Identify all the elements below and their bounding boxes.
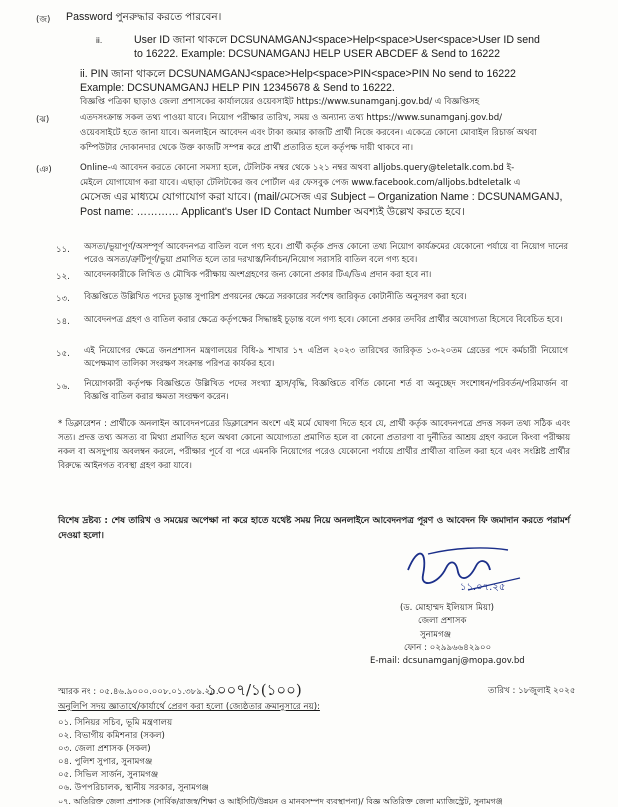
condition-item: আবেদনকারীকে লিখিত ও মৌখিক পরীক্ষায় অংশগ্রহণের জন্য কোনো প্রকার টিএ/ডিএ প্রদান করা হবে না। — [84, 269, 432, 279]
signatory-phone: ফোন : ০২৯৯৬৬৪২৯০০ — [404, 643, 492, 653]
signature-date: ১১.০৭.২৫ — [460, 582, 506, 593]
copy-header: অনুলিপি সদয় জ্ঞাতার্থে/কার্যার্থে প্রেরণ করা হলো (জ্যেষ্ঠতার ক্রমানুসারে নয়): — [58, 702, 320, 712]
user-id-help-line: User ID জানা থাকলে DCSUNAMGANJ<space>Help<space>User<space>User ID send — [134, 34, 540, 46]
copy-item: ০৭. অতিরিক্ত জেলা প্রশাসক (সার্বিক/রাজস্ব/শিক্ষা ও আইসিটি/উন্নয়ন ও মানবসম্পদ ব্যবস্থাপনা)/ বিজ্ঞ অতিরিক্ত জেলা ম্যাজিস্ট্রেট, সুনামগঞ্জ — [58, 797, 503, 806]
memo-number: স্মারক নং : ০৫.৪৬.৯০০০.০০৮.০১.৩৮৯.২৫. — [58, 687, 219, 697]
user-id-example-line: to 16222. Example: DCSUNAMGANJ HELP USER ABCDEF & Send to 16222 — [134, 48, 501, 60]
condition-item: অসত্য/ভুয়াপূর্ণ/অসম্পূর্ণ আবেদনপত্র বাতিল বলে গণ্য হবে। প্রার্থী কর্তৃক প্রদত্ত কোনো তথ্য নিয়োগ কার্যক্রমের যেকোনো পর্যায়ে বা নিয়োগ দানের পরেও অসত্য/ত্রুটিপূর্ণ/ভুয়া প্রমাণিত হলে তার দরখাস্ত/নির্বাচন/নিয়োগ সরাসরি বাতিল বলে গণ্য হবে। — [84, 241, 568, 264]
item-number: ১২. — [56, 272, 70, 282]
mail-subject-line: মেসেজ এর মাধ্যমে যোগাযোগ করা যাবে। (mail/মেসেজ এর Subject – Organization Name : DCSUNAMGANJ, — [80, 191, 563, 203]
item-number: ১৩. — [56, 294, 70, 304]
copy-item: ০২. বিভাগীয় কমিশনার (সকল) — [58, 731, 165, 741]
condition-item: আবেদনপত্র গ্রহণ ও বাতিল করার ক্ষেত্রে কর্তৃপক্ষের সিদ্ধান্তই চূড়ান্ত বলে গণ্য হবে। কোনো প্রকার তদবির প্রার্থীর অযোগ্যতা হিসেবে বিবেচিত হবে। — [84, 314, 563, 324]
item-number: ১১. — [56, 245, 70, 255]
condition-item: এই নিয়োগের ক্ষেত্রে জনপ্রশাসন মন্ত্রণালয়ের বিধি-৯ শাখার ১৭ এপ্রিল ২০২৩ তারিখের জারিকৃত ১৩-২০তম গ্রেডের পদে কর্মচারী নিয়োগে অপেক্ষমাণ তালিকা সংরক্ষণ সংক্রান্ত পরিপত্র কার্যকর হবে। — [84, 345, 568, 368]
condition-item: নিয়োগকারী কর্তৃপক্ষ বিজ্ঞপ্তিতে উল্লিখিত পদের সংখ্যা হ্রাস/বৃদ্ধি, বিজ্ঞপ্তিতে বর্ণিত কোনো শর্ত বা অনুচ্ছেদ সংশোধন/পরিবর্তন/পরিমার্জন বা বিজ্ঞপ্তি বাতিল করার ক্ষমতা সংরক্ষণ করেন। — [84, 378, 568, 401]
copy-item: ০৩. জেলা প্রশাসক (সকল) — [58, 744, 151, 754]
online-apply-line: ওয়েবসাইটে হতে জানা যাবে। অনলাইনে আবেদন এবং টাকা জমার কাজটি প্রার্থী নিজে করবেন। একেত্রে কোনো মোবাইল রিচার্জ অথবা — [80, 128, 537, 138]
facebook-page-line: মেইলে যোগাযোগ করা যাবে। এছাড়া টেলিটকের জব পোর্টাল এর ফেসবুক পেজ www.facebook.com/alljobs.bdteletalk এ — [80, 178, 521, 188]
memo-date: তারিখ : ১৮জুলাই ২০২৫ — [488, 686, 576, 696]
copy-item: ০৫. সিভিল সার্জন, সুনামগঞ্জ — [58, 770, 159, 780]
memo-handwritten-number: ১০০৭/১(১০০) — [207, 681, 302, 699]
item-label-nya: (ঞ) — [36, 165, 52, 175]
signatory-name: (ড. মোহাম্মদ ইলিয়াস মিয়া) — [400, 603, 494, 613]
declaration-paragraph: * ডিক্লারেশন : প্রার্থীকে অনলাইন আবেদনপত্রের ডিক্লারেশন অংশে এই মর্মে ঘোষণা দিতে হবে যে, প্রার্থী কর্তৃক আবেদনপত্রে প্রদত্ত সকল তথ্য সঠিক এবং সত্য। প্রদত্ত তথ্য অসত্য বা মিথ্যা প্রমাণিত হলে অথবা কোনো অযোগ্যতা প্রমাণিত হলে বা কোনো প্রতারণা বা দুর্নীতির আশ্রয় গ্রহণ করলে কিংবা পরীক্ষায় নকল বা অসদুপায় অবলম্বন করলে, পরীক্ষার পূর্বে বা পরে এমনকি নিয়োগের পরেও যেকোনো পর্যায়ে প্রার্থীর প্রার্থীতা বাতিল করা হবে এবং সংশ্লিষ্ট প্রার্থীর বিরুদ্ধে আইনগত ব্যবস্থা গ্রহণ করা যাবে। — [58, 418, 570, 470]
copy-item: ০১. সিনিয়র সচিব, ভূমি মন্ত্রণালয় — [58, 718, 173, 728]
condition-item: বিজ্ঞপ্তিতে উল্লিখিত পদের চূড়ান্ত সুপারিশ প্রণয়নের ক্ষেত্রে সরকারের সর্বশেষ জারিকৃত কোটানীতি অনুসরণ করা হবে। — [84, 291, 467, 301]
copy-item: ০৪. পুলিশ সুপার, সুনামগঞ্জ — [58, 757, 153, 767]
signatory-email: E-mail: dcsunamganj@mopa.gov.bd — [370, 656, 525, 666]
fraud-warning-line: কম্পিউটার দোকানদার থেকে উক্ত কাজটি সম্পন্ন করে প্রার্থী প্রতারিত হলে কর্তৃপক্ষ দায়ী থাকবে না। — [80, 143, 414, 153]
signatory-district: সুনামগঞ্জ — [420, 630, 452, 640]
item-label-jha2: (ঝ) — [36, 115, 50, 125]
pin-example-line: Example: DCSUNAMGANJ HELP PIN 12345678 & Send to 16222. — [80, 82, 395, 94]
website-line: বিজ্ঞপ্তি পত্রিকা ছাড়াও জেলা প্রশাসকের কার্যালয়ের ওয়েবসাইট https://www.sunamganj.gov.bd/ এ বিজ্ঞপ্তিসহ — [80, 97, 480, 107]
sub-item-label-ii: ii. — [96, 35, 103, 45]
item-number: ১৬. — [56, 382, 70, 392]
item-number: ১৪. — [56, 317, 70, 327]
exam-info-line: এতদসংক্রান্ত সকল তথ্য পাওয়া যাবে। নিয়োগ পরীক্ষার তারিখ, সময় ও অন্যান্য তথ্য https://www.sunamganj.gov.bd/ — [80, 113, 503, 123]
item-number: ১৫. — [56, 349, 70, 359]
password-recovery-line: Password পুনরুদ্ধার করতে পারবেন। — [66, 11, 222, 23]
post-name-line: Post name: ………… Applicant's User ID Contact Number অবশ্যই উল্লেখ করতে হবে। — [80, 206, 465, 218]
signatory-designation: জেলা প্রশাসক — [418, 616, 467, 626]
copy-item: ০৬. উপপরিচালক, স্থানীয় সরকার, সুনামগঞ্জ — [58, 783, 209, 793]
support-contact-line: Online-এ আবেদন করতে কোনো সমস্যা হলে, টেলিটক নম্বর থেকে ১২১ নম্বর অথবা alljobs.query@teletalk.com.bd ই- — [80, 163, 515, 173]
item-label-jha: (জ) — [36, 15, 51, 25]
pin-help-line: ii. PIN জানা থাকলে DCSUNAMGANJ<space>Help<space>PIN<space>PIN No send to 16222 — [80, 68, 516, 80]
signature-image — [398, 540, 528, 600]
special-notice: বিশেষ দ্রষ্টব্য : শেষ তারিখ ও সময়ের অপেক্ষা না করে হাতে যথেষ্ট সময় নিয়ে অনলাইনে আবেদনপত্র পূরণ ও আবেদন ফি জমাদান করতে পরামর্শ দেওয়া হলো। — [58, 516, 570, 541]
